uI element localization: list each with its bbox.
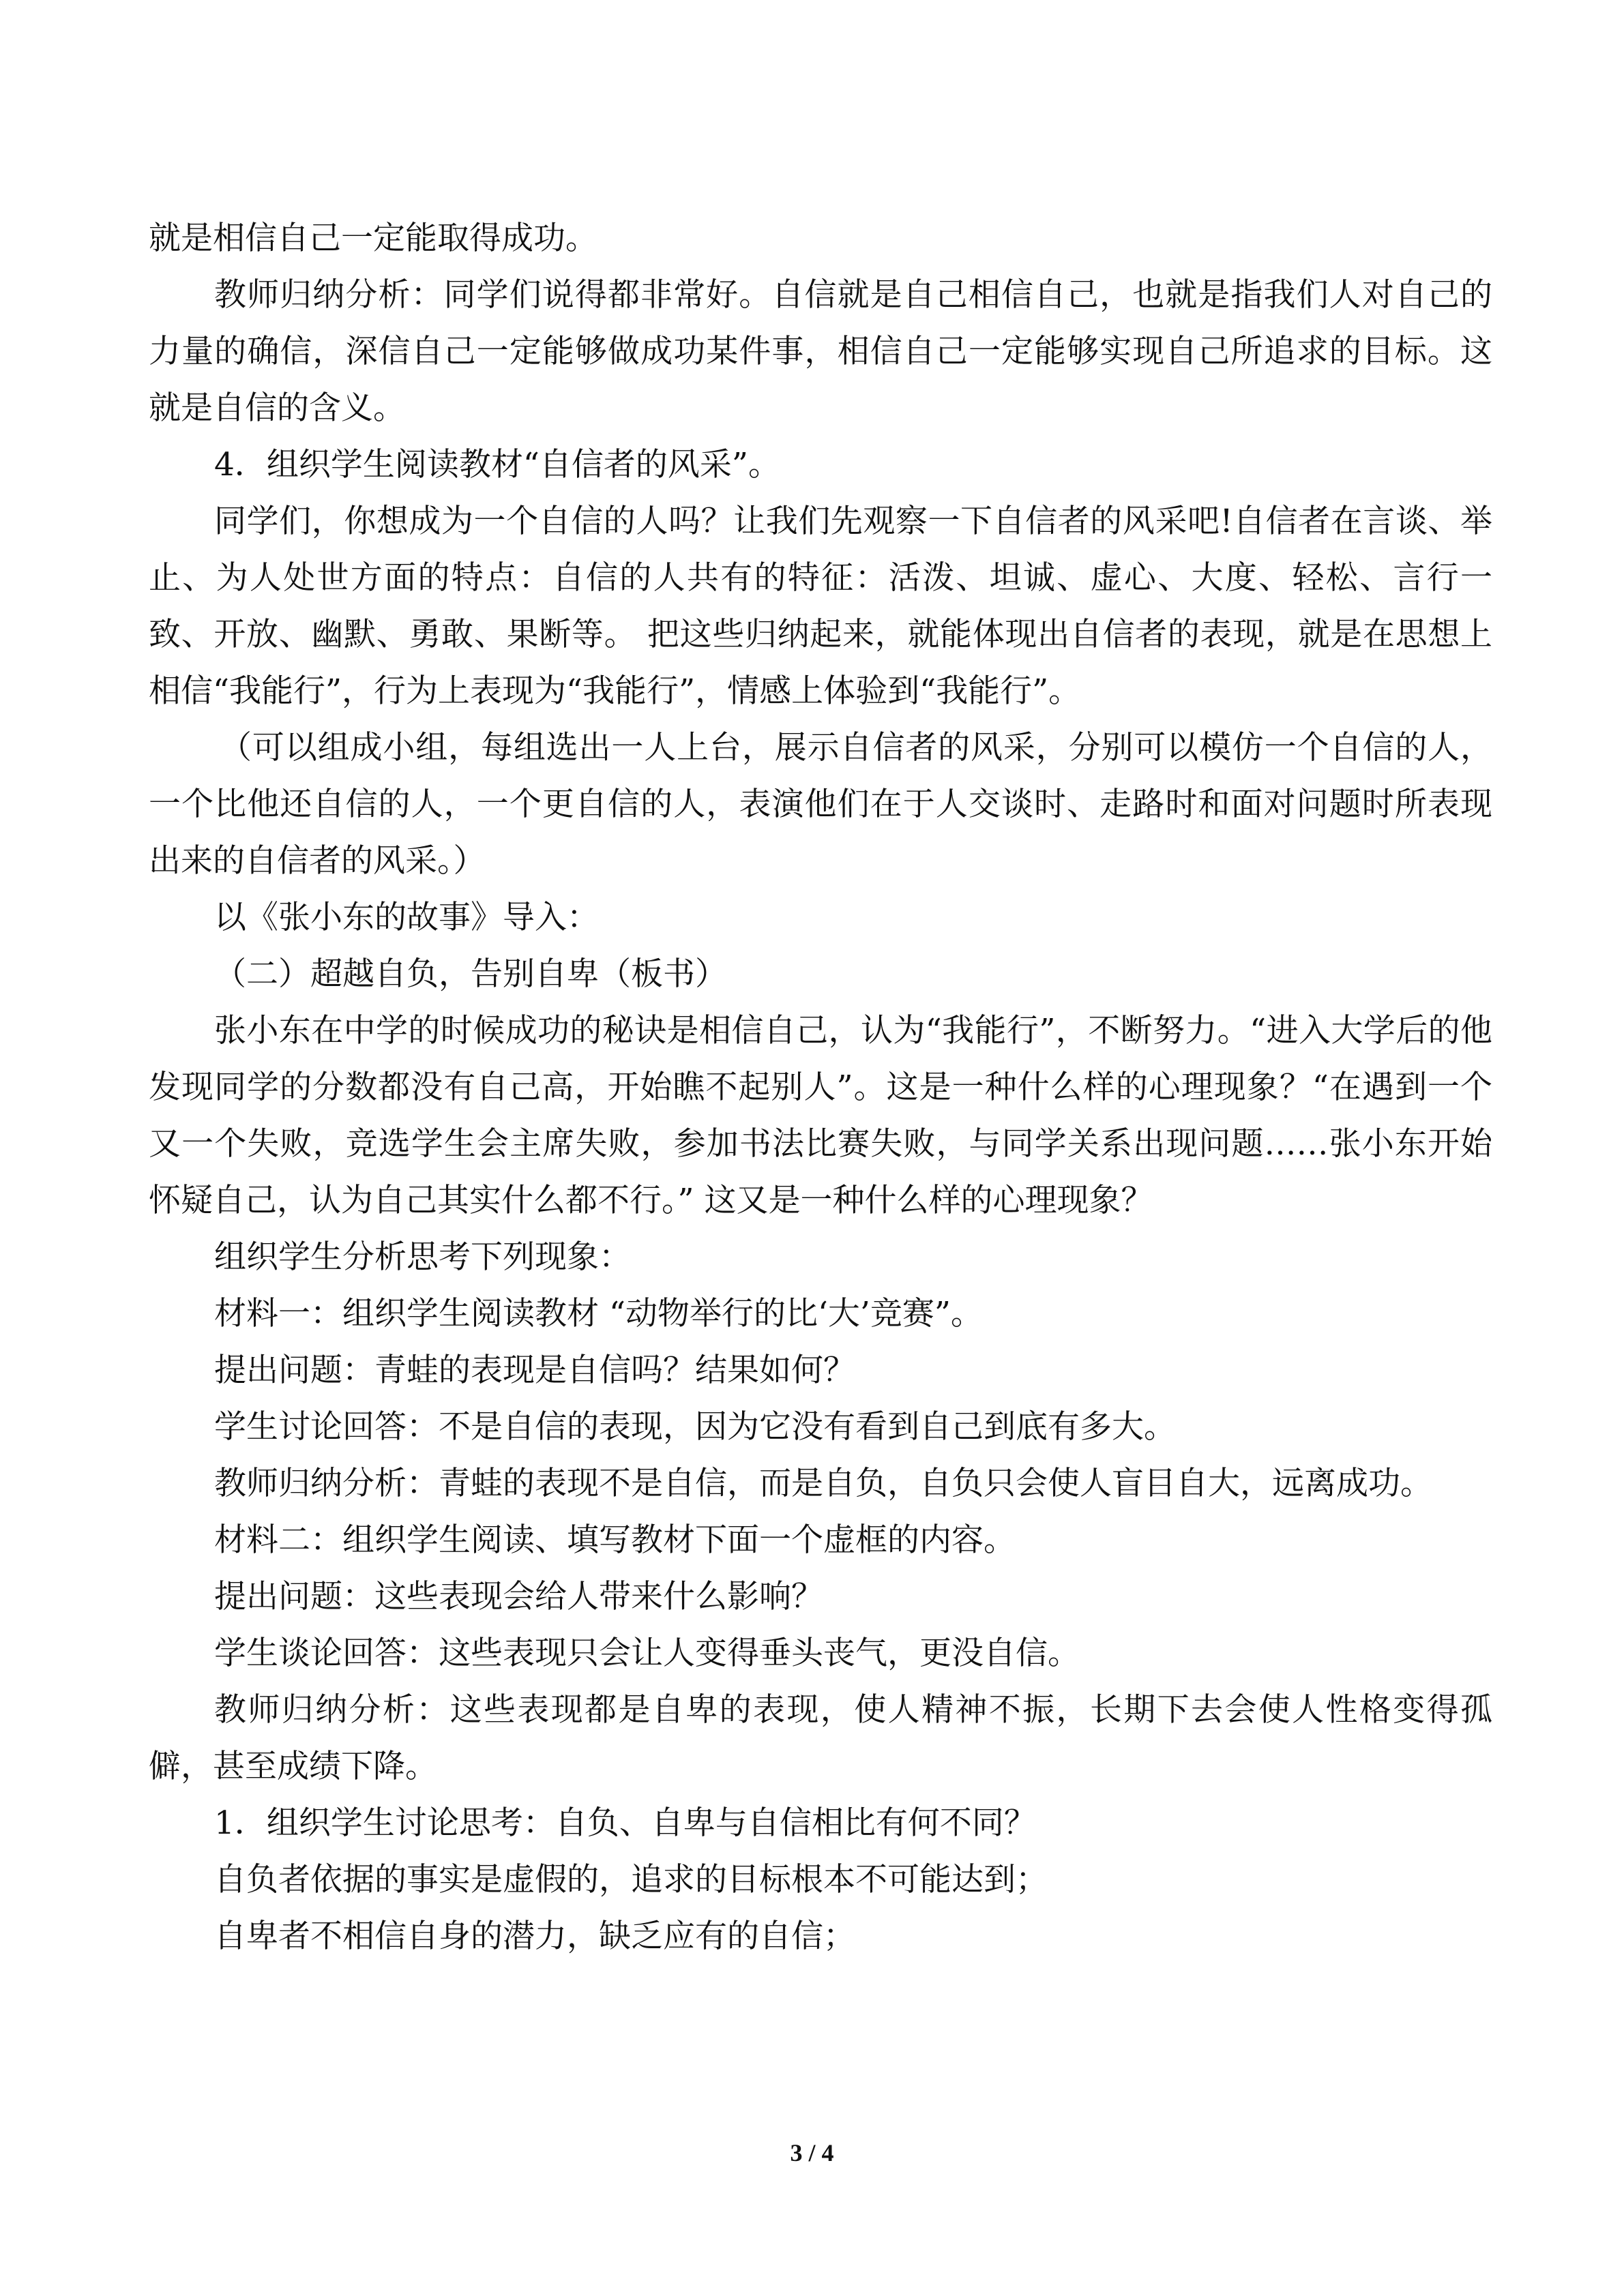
paragraph: 提出问题：青蛙的表现是自信吗？结果如何？ xyxy=(214,1352,855,1389)
paragraph: （可以组成小组，每组选出一人上台，展示自信者的风采，分别可以模仿一个自信的人，一个比他还自信的人，一个更自信的人，表演他们在于人交谈时、走路时和面对问题时所表现出来的自信者的风采。） xyxy=(149,729,1492,880)
document-body xyxy=(149,210,1492,1965)
page-number: 3 / 4 xyxy=(790,2139,834,2166)
paragraph: 教师归纳分析：这些表现都是自卑的表现，使人精神不振，长期下去会使人性格变得孤僻，甚至成绩下降。 xyxy=(149,1691,1492,1785)
paragraph: 自卑者不相信自身的潜力，缺乏应有的自信； xyxy=(214,1918,855,1955)
paragraph: 以《张小东的故事》导入： xyxy=(214,899,599,936)
paragraph: 教师归纳分析：青蛙的表现不是自信，而是自负，自负只会使人盲目自大，远离成功。 xyxy=(214,1465,1432,1502)
paragraph: 张小东在中学的时候成功的秘诀是相信自己，认为“我能行”，不断努力。“进入大学后的他发现同学的分数都没有自己高，开始瞧不起别人”。这是一种什么样的心理现象？“在遇到一个又一个失败，竞选学生会主席失败，参加书法比赛失败，与同学关系出现问题……张小东开始怀疑自己，认为自己其实什么都不行。” 这又是一种什么样的心理现象？ xyxy=(149,1012,1492,1219)
paragraph: 教师归纳分析：同学们说得都非常好。自信就是自己相信自己，也就是指我们人对自己的力量的确信，深信自己一定能够做成功某件事，相信自己一定能够实现自己所追求的目标。这就是自信的含义。 xyxy=(149,276,1492,427)
paragraph: 学生讨论回答：不是自信的表现，因为它没有看到自己到底有多大。 xyxy=(214,1408,1176,1446)
numbered-item: 4．组织学生阅读教材“自信者的风采”。 xyxy=(214,446,780,483)
paragraph: 就是相信自己一定能取得成功。 xyxy=(149,220,597,257)
paragraph: 学生谈论回答：这些表现只会让人变得垂头丧气，更没自信。 xyxy=(214,1635,1080,1672)
paragraph: 材料二：组织学生阅读、填写教材下面一个虚框的内容。 xyxy=(214,1521,1016,1559)
paragraph: 自负者依据的事实是虚假的，追求的目标根本不可能达到； xyxy=(214,1861,1048,1898)
paragraph: 材料一：组织学生阅读教材 “动物举行的比‘大’竞赛”。 xyxy=(214,1295,983,1332)
paragraph: 提出问题：这些表现会给人带来什么影响？ xyxy=(214,1578,823,1615)
paragraph: 同学们，你想成为一个自信的人吗？让我们先观察一下自信者的风采吧!自信者在言谈、举止、为人处世方面的特点：自信的人共有的特征：活泼、坦诚、虚心、大度、轻松、言行一致、开放、幽默、勇敢、果断等。 把这些归纳起来，就能体现出自信者的表现，就是在思想上相信“我能行”，行为上表现为“我能行”，情感上体验到“我能行”。 xyxy=(149,503,1492,710)
paragraph: 组织学生分析思考下列现象： xyxy=(214,1238,631,1276)
section-heading: （二）超越自负，告别自卑（板书） xyxy=(214,955,727,993)
numbered-item: 1．组织学生讨论思考：自负、自卑与自信相比有何不同？ xyxy=(214,1804,1036,1842)
